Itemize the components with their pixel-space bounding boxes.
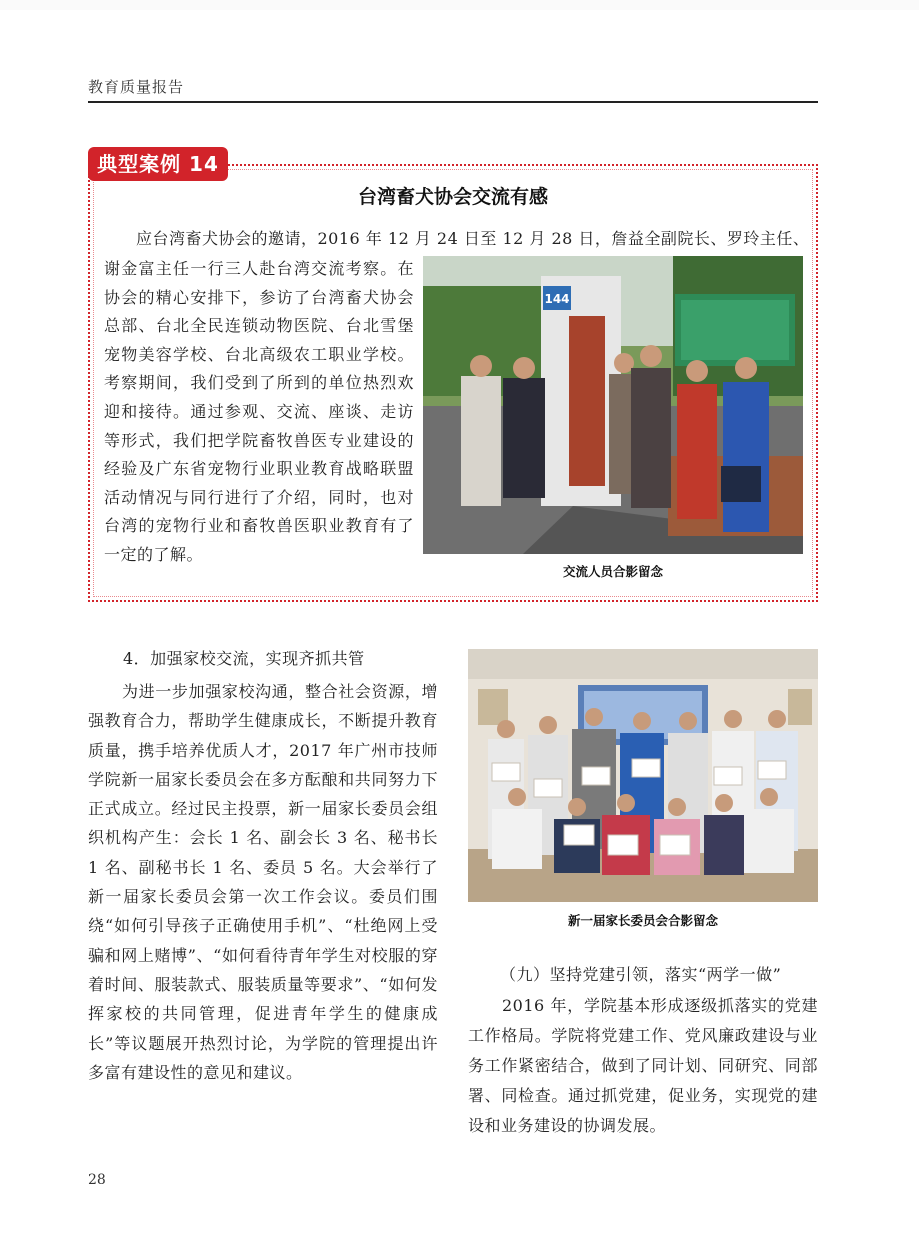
case-lead-paragraph: 应台湾畜犬协会的邀请，2016 年 12 月 24 日至 12 月 28 日，詹益全副院长、罗玲主任、 <box>136 229 810 248</box>
taiwan-photo-illustration <box>423 256 803 554</box>
section-4-heading: 4．加强家校交流，实现齐抓共管 <box>123 649 365 668</box>
parents-photo-illustration <box>468 649 818 902</box>
page-top-edge <box>0 0 919 10</box>
header-rule <box>88 101 818 103</box>
section-4-body: 为进一步加强家校沟通，整合社会资源，增强教育合力，帮助学生健康成长，不断提升教育质量，携手培养优质人才，2017 年广州市技师学院新一届家长委员会在多方酝酿和共同努力下正式成立。经过民主投票，新一届家长委员会组织机构产生：会长 1 名、副会长 3 名、秘书长 1 名、副秘书长 1 名、委员 5 名。大会举行了新一届家长委员会第一次工作会议。委员们围绕“如何引导孩子正确使用手机”、“杜绝网上受骗和网上赌博”、“如何看待青年学生对校服的穿着时间、服装款式、服装质量等要求”、“如何发挥家校的共同管理，促进青年学生的健康成长”等议题展开热烈讨论，为学院的管理提出许多富有建设性的意见和建议。 <box>88 682 438 1082</box>
section-9-body: 2016 年，学院基本形成逐级抓落实的党建工作格局。学院将党建工作、党风廉政建设与业务工作紧密结合，做到了同计划、同研究、同部署、同检查。通过抓党建，促业务，实现党的建设和业务建设的协调发展。 <box>468 996 818 1135</box>
taiwan-photo-caption: 交流人员合影留念 <box>562 564 663 579</box>
section-9-heading: （九）坚持党建引领，落实“两学一做” <box>500 965 782 984</box>
case-tag: 典型案例 14 <box>88 147 228 181</box>
parents-photo-caption: 新一届家长委员会合影留念 <box>567 913 718 928</box>
taiwan-group-photo <box>423 256 803 554</box>
case-title: 台湾畜犬协会交流有感 <box>357 186 548 208</box>
running-header: 教育质量报告 <box>88 78 185 96</box>
case-body-paragraph: 谢金富主任一行三人赴台湾交流考察。在协会的精心安排下，参访了台湾畜犬协会总部、台北全民连锁动物医院、台北雪堡宠物美容学校、台北高级农工职业学校。考察期间，我们受到了所到的单位热烈欢迎和接待。通过参观、交流、座谈、走访等形式，我们把学院畜牧兽医专业建设的经验及广东省宠物行业职业教育战略联盟活动情况与同行进行了介绍，同时，也对台湾的宠物行业和畜牧兽医职业教育有了一定的了解。 <box>104 259 414 564</box>
parents-committee-photo <box>468 649 818 902</box>
address-sign-number: 144 <box>544 292 570 306</box>
page-number: 28 <box>88 1172 106 1188</box>
